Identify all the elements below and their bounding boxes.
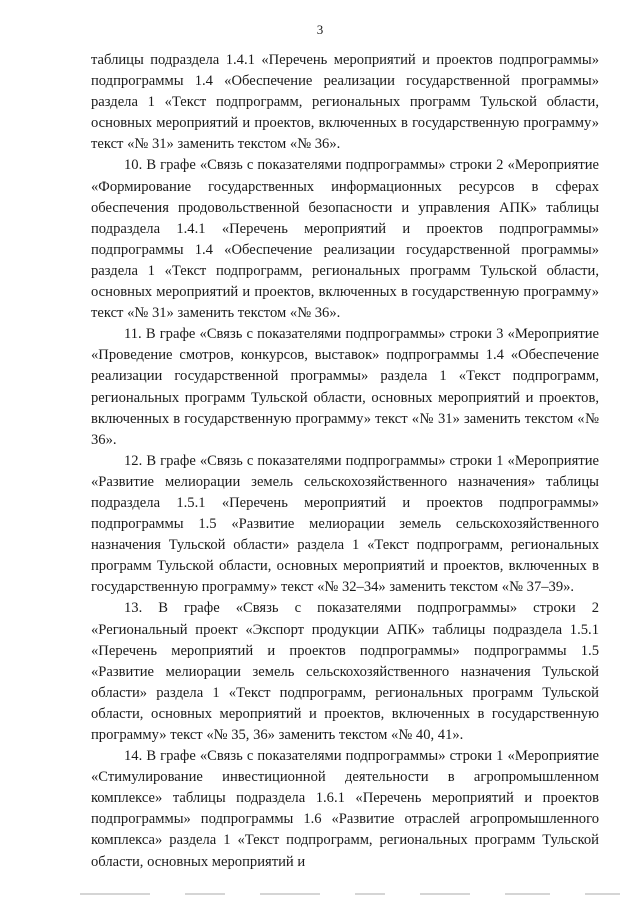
document-body [91, 50, 599, 873]
paragraph-continuation: таблицы подраздела 1.4.1 «Перечень мероприятий и проектов подпрограммы» подпрограммы 1.4 «Обеспечение реализации государственной программы» раздела 1 «Текст подпрограмм, региональных программ Тульской области, основных мероприятий и проектов, включенных в государственную программу» текст «№ 31» заменить текстом «№ 36». [91, 52, 599, 153]
page-number: 3 [316, 22, 324, 37]
paragraph-item-10: 10. В графе «Связь с показателями подпрограммы» строки 2 «Мероприятие «Формирование государственных информационных ресурсов в сферах обеспечения продовольственной безопасности и управления АПК» таблицы подраздела 1.4.1 «Перечень мероприятий и проектов подпрограммы» подпрограммы 1.4 «Обеспечение реализации государственной программы» раздела 1 «Текст подпрограмм, региональных программ Тульской области, основных мероприятий и проектов, включенных в государственную программу» текст «№ 31» заменить текстом «№ 36». [91, 157, 599, 322]
paragraph-item-13: 13. В графе «Связь с показателями подпрограммы» строки 2 «Региональный проект «Экспорт продукции АПК» таблицы подраздела 1.5.1 «Перечень мероприятий и проектов подпрограммы» подпрограммы 1.5 «Развитие мелиорации земель сельскохозяйственного назначения Тульской области» раздела 1 «Текст подпрограмм, региональных программ Тульской области, основных мероприятий и проектов, включенных в государственную программу» текст «№ 35, 36» заменить текстом «№ 40, 41». [91, 600, 599, 743]
paragraph-item-14: 14. В графе «Связь с показателями подпрограммы» строки 1 «Мероприятие «Стимулирование инвестиционной деятельности в агропромышленном комплексе» таблицы подраздела 1.6.1 «Перечень мероприятий и проектов подпрограммы» подпрограммы 1.6 «Развитие отраслей агропромышленного комплекса» раздела 1 «Текст подпрограмм, региональных программ Тульской области, основных мероприятий и [91, 748, 599, 870]
scan-footer-artifact [80, 893, 620, 897]
paragraph-item-11: 11. В графе «Связь с показателями подпрограммы» строки 3 «Мероприятие «Проведение смотров, конкурсов, выставок» подпрограммы 1.4 «Обеспечение реализации государственной программы» раздела 1 «Текст подпрограмм, региональных программ Тульской области, основных мероприятий и проектов, включенных в государственную программу» текст «№ 31» заменить текстом «№ 36». [91, 326, 599, 448]
paragraph-item-12: 12. В графе «Связь с показателями подпрограммы» строки 1 «Мероприятие «Развитие мелиорации земель сельскохозяйственного назначения» таблицы подраздела 1.5.1 «Перечень мероприятий и проектов подпрограммы» подпрограммы 1.5 «Развитие мелиорации земель сельскохозяйственного назначения Тульской области» раздела 1 «Текст подпрограмм, региональных программ Тульской области, основных мероприятий и проектов, включенных в государственную программу» текст «№ 32–34» заменить текстом «№ 37–39». [91, 452, 599, 596]
